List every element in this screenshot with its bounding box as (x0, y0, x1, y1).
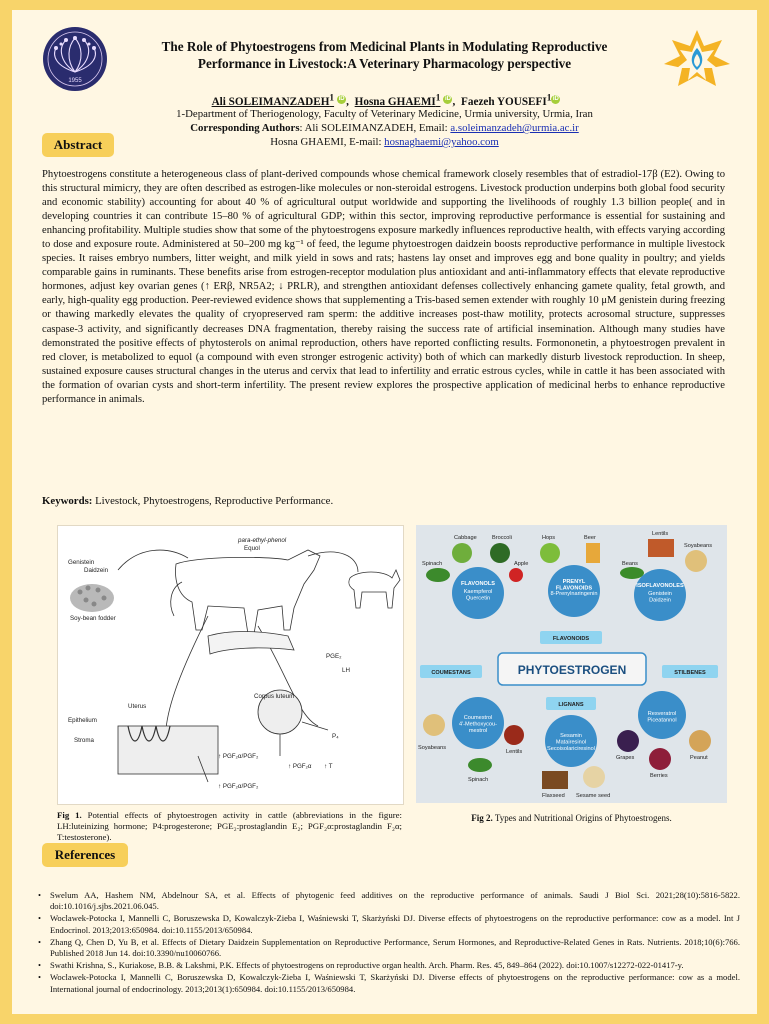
fig1-ratio-1: ↑ PGF₂α/PGF₂ (218, 753, 259, 760)
affiliation: 1-Department of Theriogenology, Faculty of Veterinary Medicine, Urmia university, Urmia, Iran (176, 108, 593, 120)
f2-flavonols-sub: Kaempferol Quercetin (463, 589, 493, 602)
f2-peanut: Peanut (690, 755, 708, 761)
fig1-p4: P₄ (332, 733, 339, 740)
fig1-pgf: ↑ PGF₂α (288, 763, 312, 770)
figure-2-caption (416, 813, 727, 823)
f2-lentils-top: Lentils (652, 531, 669, 537)
f2-flaxseed: Flaxseed (542, 793, 565, 799)
corresponding-line-2 (92, 135, 677, 149)
hops-icon (540, 543, 560, 563)
corresponding-line (92, 121, 677, 135)
corresponding-text: : Ali SOLEIMANZADEH, Email: (299, 122, 451, 134)
flaxseed-icon (542, 771, 568, 789)
faculty-logo (662, 26, 732, 92)
fig1-corpus: Corpus luteum (254, 693, 295, 700)
f2-coumestans-sub: Coumestrol 4'-Methoxycou-mestrol (458, 715, 498, 734)
author-2-name: Hosna GHAEMI (354, 95, 436, 108)
sesame-icon (583, 766, 605, 788)
f2-cabbage: Cabbage (454, 535, 477, 541)
fig1-equol: Equol (244, 545, 260, 552)
author-1 (211, 93, 335, 108)
f2-isoflavones: ISOFLAVONOLES (636, 583, 684, 589)
soy-fodder (70, 584, 114, 612)
keywords (42, 495, 725, 507)
fig2-caption-text: Types and Nutritional Origins of Phytoestrogens. (492, 813, 672, 823)
f2-prenyl: PRENYL FLAVONOIDS (555, 579, 593, 592)
author-list: Ali SOLEIMANZADEH$^1$ iD , Hosna GHAEMI$^1$ iD , Faezeh YOUSEFI$^1$ iD (211, 93, 559, 108)
f2-center: PHYTOESTROGEN (517, 663, 627, 677)
fig1-phenol: para-ethyl-phenol (238, 537, 287, 544)
university-logo (42, 26, 108, 92)
orcid-icon[interactable]: iD (338, 96, 345, 102)
corresponding-text-2: Hosna GHAEMI, E-mail: (270, 136, 385, 148)
fig2-caption-label: Fig 2. (471, 813, 493, 823)
cabbage-icon (452, 543, 472, 563)
fig1-pge2: PGE₂ (326, 653, 342, 660)
cow-outline (176, 550, 320, 634)
f2-soybeans-bottom: Soyabeans (418, 745, 446, 751)
poster-title (122, 38, 647, 72)
lentils-bottom-icon (504, 725, 524, 745)
fig1-ratio-2: ↑ PGF₂α/PGF₂ (218, 783, 259, 790)
abstract-heading: Abstract (42, 133, 114, 157)
f2-soybeans-top: Soyabeans (684, 543, 712, 549)
author-3-sup: 1 (546, 93, 552, 103)
sheep-outline (349, 570, 400, 608)
author-3 (461, 93, 552, 108)
f2-beer: Beer (584, 535, 596, 541)
f2-lignans: LIGNANS (558, 702, 584, 708)
grapes-icon (617, 730, 639, 752)
f2-grapes: Grapes (616, 755, 635, 761)
f2-spinach-bottom: Spinach (468, 777, 489, 783)
references-list (38, 890, 740, 996)
f2-beans: Beans (622, 561, 638, 567)
author-2 (354, 93, 441, 108)
reference-item: • Zhang Q, Chen D, Yu B, et al. Effects of Dietary Daidzein Supplementation on Reproductive Performance, Serum Hormones, and Reproductive-Related Genes in Rats. Nutrients. 2018;10(6):766. Published 2018 Jun 14. doi:10.3390/nu10060766. (50, 937, 740, 959)
references-heading: References (42, 843, 128, 867)
broccoli-icon (490, 543, 510, 563)
figure-2 (416, 525, 727, 803)
reference-item: • Swathi Krishna, S., Kuriakose, B.B. & Lakshmi, P.K. Effects of phytoestrogens on reproductive organ health. Arch. Pharm. Res. 45, 849–864 (2022). doi:10.1007/s12272-022-01417-y. (50, 960, 740, 971)
f2-flavonoids: FLAVONOIDS (552, 636, 590, 642)
f2-berries: Berries (650, 773, 668, 779)
uterus-outline (208, 632, 294, 655)
author-3-name: Faezeh YOUSEFI (461, 95, 547, 108)
fig1-epithelium: Epithelium (68, 717, 97, 724)
f2-lignans-sub: Sesamin Matairesinol Secoisolariciresinol (547, 733, 595, 752)
keywords-label: Keywords: (42, 495, 93, 507)
f2-flavonols: FLAVONOLS (460, 581, 496, 587)
keywords-text: Livestock, Phytoestrogens, Reproductive Performance. (92, 495, 334, 507)
f2-coumestans: COUMESTANS (431, 670, 471, 676)
spinach-bottom-icon (468, 758, 492, 772)
fig1-uterus: Uterus (128, 703, 147, 710)
fig1-lh: LH (342, 667, 350, 674)
orcid-icon[interactable]: iD (444, 96, 451, 102)
logo-year: 1955 (68, 78, 82, 84)
reference-item: • Woclawek-Potocka I, Mannelli C, Boruszewska D, Kowalczyk-Zieba I, Waśniewski T, Skarżyński DJ. Diverse effects of phytoestrogens on the reproductive performance: cow as a model. Int J Endocrinol. 2013;2013:650984. doi:10.1155/2013/650984. (50, 913, 740, 935)
beer-icon (586, 543, 600, 563)
author-1-sup: 1 (329, 93, 335, 103)
lentils-top-icon (648, 539, 674, 557)
soybeans-bottom-icon (423, 714, 445, 736)
apple-icon (509, 568, 523, 582)
orcid-icon[interactable]: iD (552, 96, 559, 102)
fig1-t: ↑ T (324, 763, 333, 770)
poster (12, 10, 757, 1014)
email-link-2[interactable]: hosnaghaemi@yahoo.com (384, 136, 499, 148)
title-line-2: Performance in Livestock:A Veterinary Pharmacology perspective (197, 56, 572, 71)
spinach-top-icon (426, 568, 450, 582)
title-line-1: The Role of Phytoestrogens from Medicinal Plants in Modulating Reproductive (161, 39, 608, 54)
fig1-fodder: Soy-bean fodder (70, 615, 116, 622)
reference-item: • Woclawek-Potocka I, Mannelli C, Boruszewska D, Kowalczyk-Zieba I, Waśniewski T, Skarżyński DJ. Diverse effects of phytoestrogens on the reproductive performance: cow as a model. International journal of endocrinology. 2013;2013(1):650984. doi:10.1155/2013/650984. (50, 972, 740, 994)
fig1-stroma: Stroma (74, 737, 94, 744)
beans-icon (620, 567, 644, 579)
peanut-icon (689, 730, 711, 752)
f2-sesame: Sesame seed (576, 793, 611, 799)
figure-1 (57, 525, 404, 805)
f2-prenyl-sub: 8-Prenylnaringenin (550, 591, 598, 597)
berries-icon (649, 748, 671, 770)
email-link-1[interactable]: a.soleimanzadeh@urmia.ac.ir (450, 122, 579, 134)
affiliation-block (92, 107, 677, 149)
f2-hops: Hops (542, 535, 556, 541)
fig1-daidzein: Daidzein (84, 567, 109, 574)
f2-stilbenes-sub: Resveratrol Piceatannol (647, 711, 677, 724)
f2-isoflavones-sub: Genistein Daidzein (648, 591, 672, 604)
reference-item: • Swelum AA, Hashem NM, Abdelnour SA, et al. Effects of phytogenic feed additives on the reproductive performance of animals. Saudi J Biol Sci. 2021;28(10):5816-5822. doi:10.1016/j.sjbs.2021.06.045. (50, 890, 740, 912)
figure-1-caption (57, 810, 402, 843)
soybeans-top-icon (685, 550, 707, 572)
f2-broccoli: Broccoli (492, 535, 512, 541)
abstract-text: Phytoestrogens constitute a heterogeneous class of plant-derived compounds whose chemical framework closely resembles that of estradiol-17β (E2). Owing to this structural mimicry, they are often described as estrogen-like molecules or non-steroidal estrogens. Livestock production underpins both global food security and economic stability) accounting for about 40 % of agricultural output worldwide and supporting the livelihoods of roughly 1.3 billion people( and in developing countries it can contribute 15–80 % of agricultural GDP; within this sector, improving reproductive performance is essential for sustaining and enhancing profitability. Multiple studies show that some of the phytoestrogens exposure markedly influences reproductive health, with effects varying according to dose and exposure route. Administered at 50–200 mg kg⁻¹ of feed, the legume phytoestrogen daidzein boosts reproductive performance in multiple livestock species. It raises embryo numbers, litter weight, and milk yield in sows and rats; hastens lay onset and improves egg and bone quality in poultry; and yields comparable gains in ruminants. These benefits arise from estrogen-receptor modulation plus antioxidant and anti-inflammatory effects that elevate reproductive hormones, adjust key ovarian genes (↑ ERβ, NR5A2; ↓ PRLR), and strengthen antioxidant defenses collectively enhancing gamete quality, fetal growth, and early, high-quality egg production. Peer-reviewed evidence shows that supplementing a Tris-based semen extender with roughly 10 μM genistein during freezing or thawing markedly elevates the quality of cryopreserved ram sperm: the additive increases post-thaw motility, protects acrosomal structure, suppresses caspase-3 activity, and significantly decreases DNA fragmentation, thereby raising the success rate of artificial insemination. Although many studies have demonstrated the positive effects of phytosterols on animal reproduction, others have reported conflicting results. Formononetin, a phytoestrogen prevalent in red clover, is metabolized to equol (a compound with even stronger estrogenic activity) both of which can markedly disturb livestock reproduction. In sheep, sustained exposure causes structural changes in the uterus and cervix that lead to infertility and erratic estrous cycles, while in cattle it has been associated with the formation of ovarian cysts and short-term infertility. The present review explores the prospective application of medicinal herbs to enhance reproductive performance in animals. (42, 169, 725, 405)
corresponding-label: Corresponding Authors (190, 122, 300, 134)
f2-spinach-top: Spinach (422, 561, 443, 567)
author-2-sup: 1 (435, 93, 441, 103)
f2-lentils-bottom: Lentils (506, 749, 523, 755)
f2-apple: Apple (514, 561, 529, 567)
fig1-caption-text: Potential effects of phytoestrogen activity in cattle (abbreviations in the figure: LH:luteinizing hormone; P4:progesterone; PGE₂:prostaglandin E₂; PGF₂α:prostaglandin F₂α; T:testosterone). (57, 810, 402, 842)
fig1-caption-label: Fig 1. (57, 810, 82, 820)
author-1-name: Ali SOLEIMANZADEH (211, 95, 330, 108)
f2-stilbenes: STILBENES (674, 670, 706, 676)
fig1-genistein: Genistein (68, 559, 95, 566)
